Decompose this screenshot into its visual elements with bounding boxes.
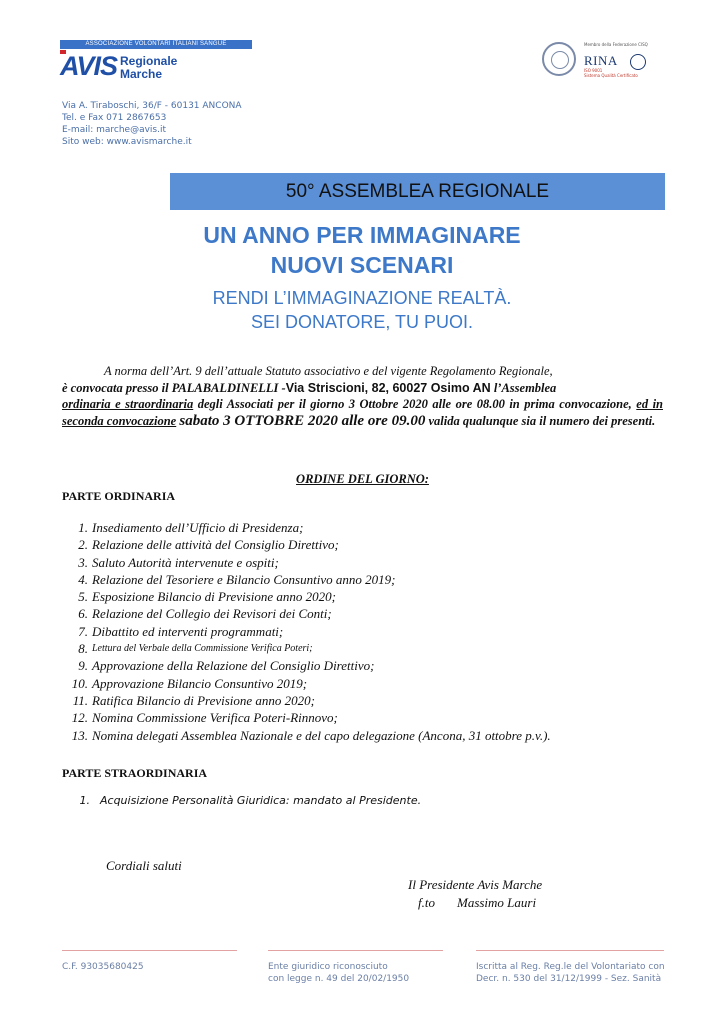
item-number: 9. xyxy=(78,658,88,674)
item-text: Approvazione della Relazione del Consiglio Direttivo; xyxy=(92,658,375,674)
list-item xyxy=(62,554,662,571)
phone-line: Tel. e Fax 071 2867653 xyxy=(62,113,167,123)
intro-venue-address: Via Striscioni, 82, 60027 Osimo AN xyxy=(285,380,491,395)
avis-logo: AVIS xyxy=(60,51,118,81)
list-item xyxy=(62,657,662,674)
headline xyxy=(60,220,664,280)
item-text: Esposizione Bilancio di Previsione anno 2020; xyxy=(92,589,336,605)
intro-line1: A norma dell’Art. 9 dell’attuale Statuto associativo e del vigente Regolamento Regionale, xyxy=(104,364,553,378)
intro-second-call: ed in seconda convocazione xyxy=(62,397,663,428)
item-number: 1. xyxy=(78,520,88,535)
intro-line3 xyxy=(62,396,663,429)
list-item xyxy=(62,709,662,726)
intro-venue: è convocata presso il PALABALDINELLI - xyxy=(62,380,286,395)
cert-iso xyxy=(584,68,638,78)
title-banner: 50° ASSEMBLEA REGIONALE xyxy=(170,173,665,210)
signer-name: Massimo Lauri xyxy=(456,895,537,910)
intro-line2 xyxy=(62,380,663,397)
item-text: Relazione delle attività del Consiglio Direttivo; xyxy=(92,537,339,553)
item-number: 7. xyxy=(78,623,88,639)
extraordinary-section-title: PARTE STRAORDINARIA xyxy=(62,766,208,780)
cert-iso-line1: ISO 9001 xyxy=(584,68,603,73)
list-item xyxy=(62,571,662,588)
logo-region-line2: Marche xyxy=(120,67,163,81)
extraordinary-agenda-list xyxy=(62,794,662,807)
avis-logo-band: ASSOCIAZIONE VOLONTARI ITALIANI SANGUE xyxy=(60,40,252,49)
list-item xyxy=(62,692,662,709)
address-block xyxy=(62,100,242,148)
ordinary-agenda-list xyxy=(62,519,662,744)
footer-divider xyxy=(268,950,443,951)
list-item xyxy=(62,623,662,640)
item-text: Insediamento dell’Ufficio di Presidenza; xyxy=(92,520,304,535)
list-item xyxy=(62,519,662,536)
cert-mark-icon xyxy=(630,54,646,70)
subheadline-line2: SEI DONATORE, TU PUOI. xyxy=(250,312,474,332)
item-text: Saluto Autorità intervenute e ospiti; xyxy=(92,554,279,570)
logo-region-line1: Regionale xyxy=(120,54,178,68)
item-text: Ratifica Bilancio di Previsione anno 2020; xyxy=(92,692,316,708)
item-text: Nomina Commissione Verifica Poteri-Rinnovo; xyxy=(92,710,338,726)
signer-prefix: f.to xyxy=(418,895,435,910)
signer-row xyxy=(408,894,542,912)
item-number: 3. xyxy=(78,554,88,570)
avis-logo-region xyxy=(120,55,177,81)
list-item xyxy=(62,605,662,622)
item-number: 13. xyxy=(71,727,88,743)
headline-line2: NUOVI SCENARI xyxy=(270,252,454,278)
list-item xyxy=(62,588,662,605)
signature-block xyxy=(408,876,542,912)
cert-iso-line2: Sistema Qualità Certificato xyxy=(584,73,638,78)
item-number: 2. xyxy=(78,537,88,553)
footer-line: Ente giuridico riconosciuto xyxy=(268,962,388,972)
list-item xyxy=(62,727,662,744)
item-text: Dibattito ed interventi programmati; xyxy=(92,623,284,639)
order-of-day-title: ORDINE DEL GIORNO: xyxy=(296,472,429,486)
footer-line: con legge n. 49 del 20/02/1950 xyxy=(268,974,410,984)
closing-greeting: Cordiali saluti xyxy=(106,858,182,873)
certification-badge xyxy=(542,40,664,86)
footer-line: Decr. n. 530 del 31/12/1999 - Sez. Sanità xyxy=(476,974,662,984)
list-item xyxy=(62,640,662,657)
cert-name: RINA xyxy=(584,53,618,68)
footer-divider xyxy=(476,950,664,951)
item-number: 10. xyxy=(71,675,88,691)
footer-legal-status xyxy=(268,961,409,985)
item-number: 5. xyxy=(78,589,88,605)
footer-line: Iscritta al Reg. Reg.le del Volontariato con xyxy=(476,962,665,972)
item-number: 11. xyxy=(72,692,88,708)
footer-tax-code xyxy=(62,961,144,973)
list-item xyxy=(62,675,662,692)
headline-line1: UN ANNO PER IMMAGINARE xyxy=(203,222,521,248)
seal-icon xyxy=(542,42,576,76)
item-number: 8. xyxy=(78,641,88,657)
item-text: Relazione del Tesoriere e Bilancio Consuntivo anno 2019; xyxy=(92,571,396,587)
convocation-paragraph xyxy=(62,363,663,429)
email-line: E-mail: marche@avis.it xyxy=(62,125,167,135)
item-number: 1. xyxy=(79,794,90,807)
item-text: Acquisizione Personalità Giuridica: mandato al Presidente. xyxy=(100,794,422,807)
item-number: 12. xyxy=(71,710,88,726)
intro-assembly-type: ordinaria e straordinaria xyxy=(62,397,194,411)
item-number: 6. xyxy=(78,606,88,622)
cert-small-text: Membro della Federazione CISQ xyxy=(584,42,648,47)
signer-title: Il Presidente Avis Marche xyxy=(408,877,543,892)
footer-registry xyxy=(476,961,665,985)
footer-divider xyxy=(62,950,237,951)
list-item xyxy=(62,794,662,807)
subheadline xyxy=(60,286,664,334)
footer-line: C.F. 93035680425 xyxy=(62,962,144,972)
intro-first-call: degli Associati per il giorno 3 Ottobre 2020 alle ore 08.00 in prima convocazione, xyxy=(193,397,637,411)
item-number: 4. xyxy=(78,571,88,587)
subheadline-line1: RENDI L’IMMAGINAZIONE REALTÀ. xyxy=(212,288,512,308)
address-line: Via A. Tiraboschi, 36/F - 60131 ANCONA xyxy=(62,101,242,111)
website-line: Sito web: www.avismarche.it xyxy=(62,137,192,147)
item-text: Relazione del Collegio dei Revisori dei Conti; xyxy=(92,606,332,622)
item-text: Nomina delegati Assemblea Nazionale e del capo delegazione (Ancona, 31 ottobre p.v.). xyxy=(92,727,551,743)
list-item xyxy=(62,536,662,553)
intro-validity: valida qualunque sia il numero dei presenti. xyxy=(425,413,656,428)
intro-assembly: l’Assemblea xyxy=(490,380,557,395)
ordinary-section-title: PARTE ORDINARIA xyxy=(62,489,176,503)
intro-second-call-date: sabato 3 OTTOBRE 2020 alle ore 09.00 xyxy=(179,412,426,429)
item-text: Lettura del Verbale della Commissione Verifica Poteri; xyxy=(92,643,313,655)
item-text: Approvazione Bilancio Consuntivo 2019; xyxy=(92,675,308,691)
